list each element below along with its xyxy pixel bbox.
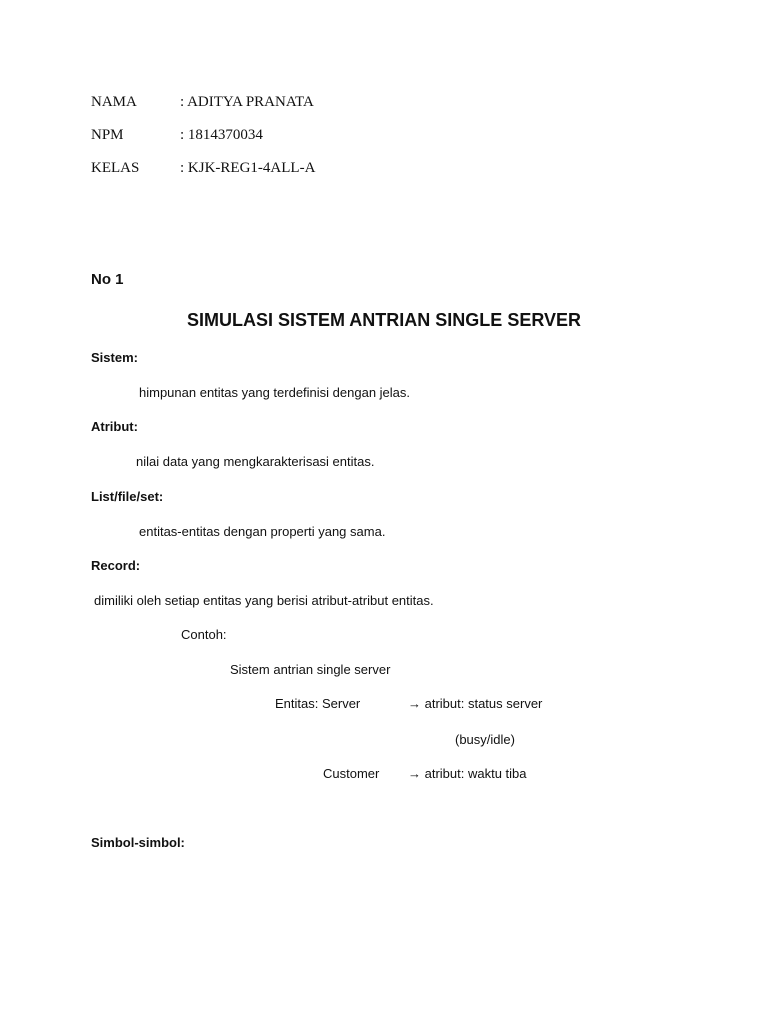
example-entity-customer: Customer	[323, 766, 380, 781]
term-list-file-set: List/file/set:	[91, 489, 164, 504]
desc-list-file-set: entitas-entitas dengan properti yang sama.	[139, 524, 386, 539]
term-atribut: Atribut:	[91, 419, 138, 434]
desc-record: dimiliki oleh setiap entitas yang berisi atribut-atribut entitas.	[94, 593, 434, 608]
page-title: SIMULASI SISTEM ANTRIAN SINGLE SERVER	[186, 310, 582, 330]
nama-label: NAMA	[91, 94, 137, 110]
term-sistem: Sistem:	[91, 350, 138, 365]
example-entity-server: Entitas: Server	[275, 696, 361, 711]
symbols-heading: Simbol-simbol:	[91, 835, 185, 850]
kelas-value: : KJK-REG1-4ALL-A	[180, 160, 316, 176]
kelas-label: KELAS	[91, 160, 140, 176]
desc-sistem: himpunan entitas yang terdefinisi dengan jelas.	[139, 385, 411, 400]
example-label: Contoh:	[181, 627, 227, 642]
npm-value: : 1814370034	[180, 127, 263, 143]
example-server-attribute: → atribut: status server	[408, 696, 543, 711]
example-system: Sistem antrian single server	[230, 662, 391, 677]
section-number: No 1	[91, 271, 124, 288]
term-record: Record:	[91, 558, 141, 573]
nama-value: : ADITYA PRANATA	[180, 94, 314, 110]
example-customer-attribute: → atribut: waktu tiba	[408, 766, 527, 781]
desc-atribut: nilai data yang mengkarakterisasi entitas.	[136, 454, 375, 469]
example-server-attribute-cont: (busy/idle)	[455, 732, 515, 747]
npm-label: NPM	[91, 127, 124, 143]
